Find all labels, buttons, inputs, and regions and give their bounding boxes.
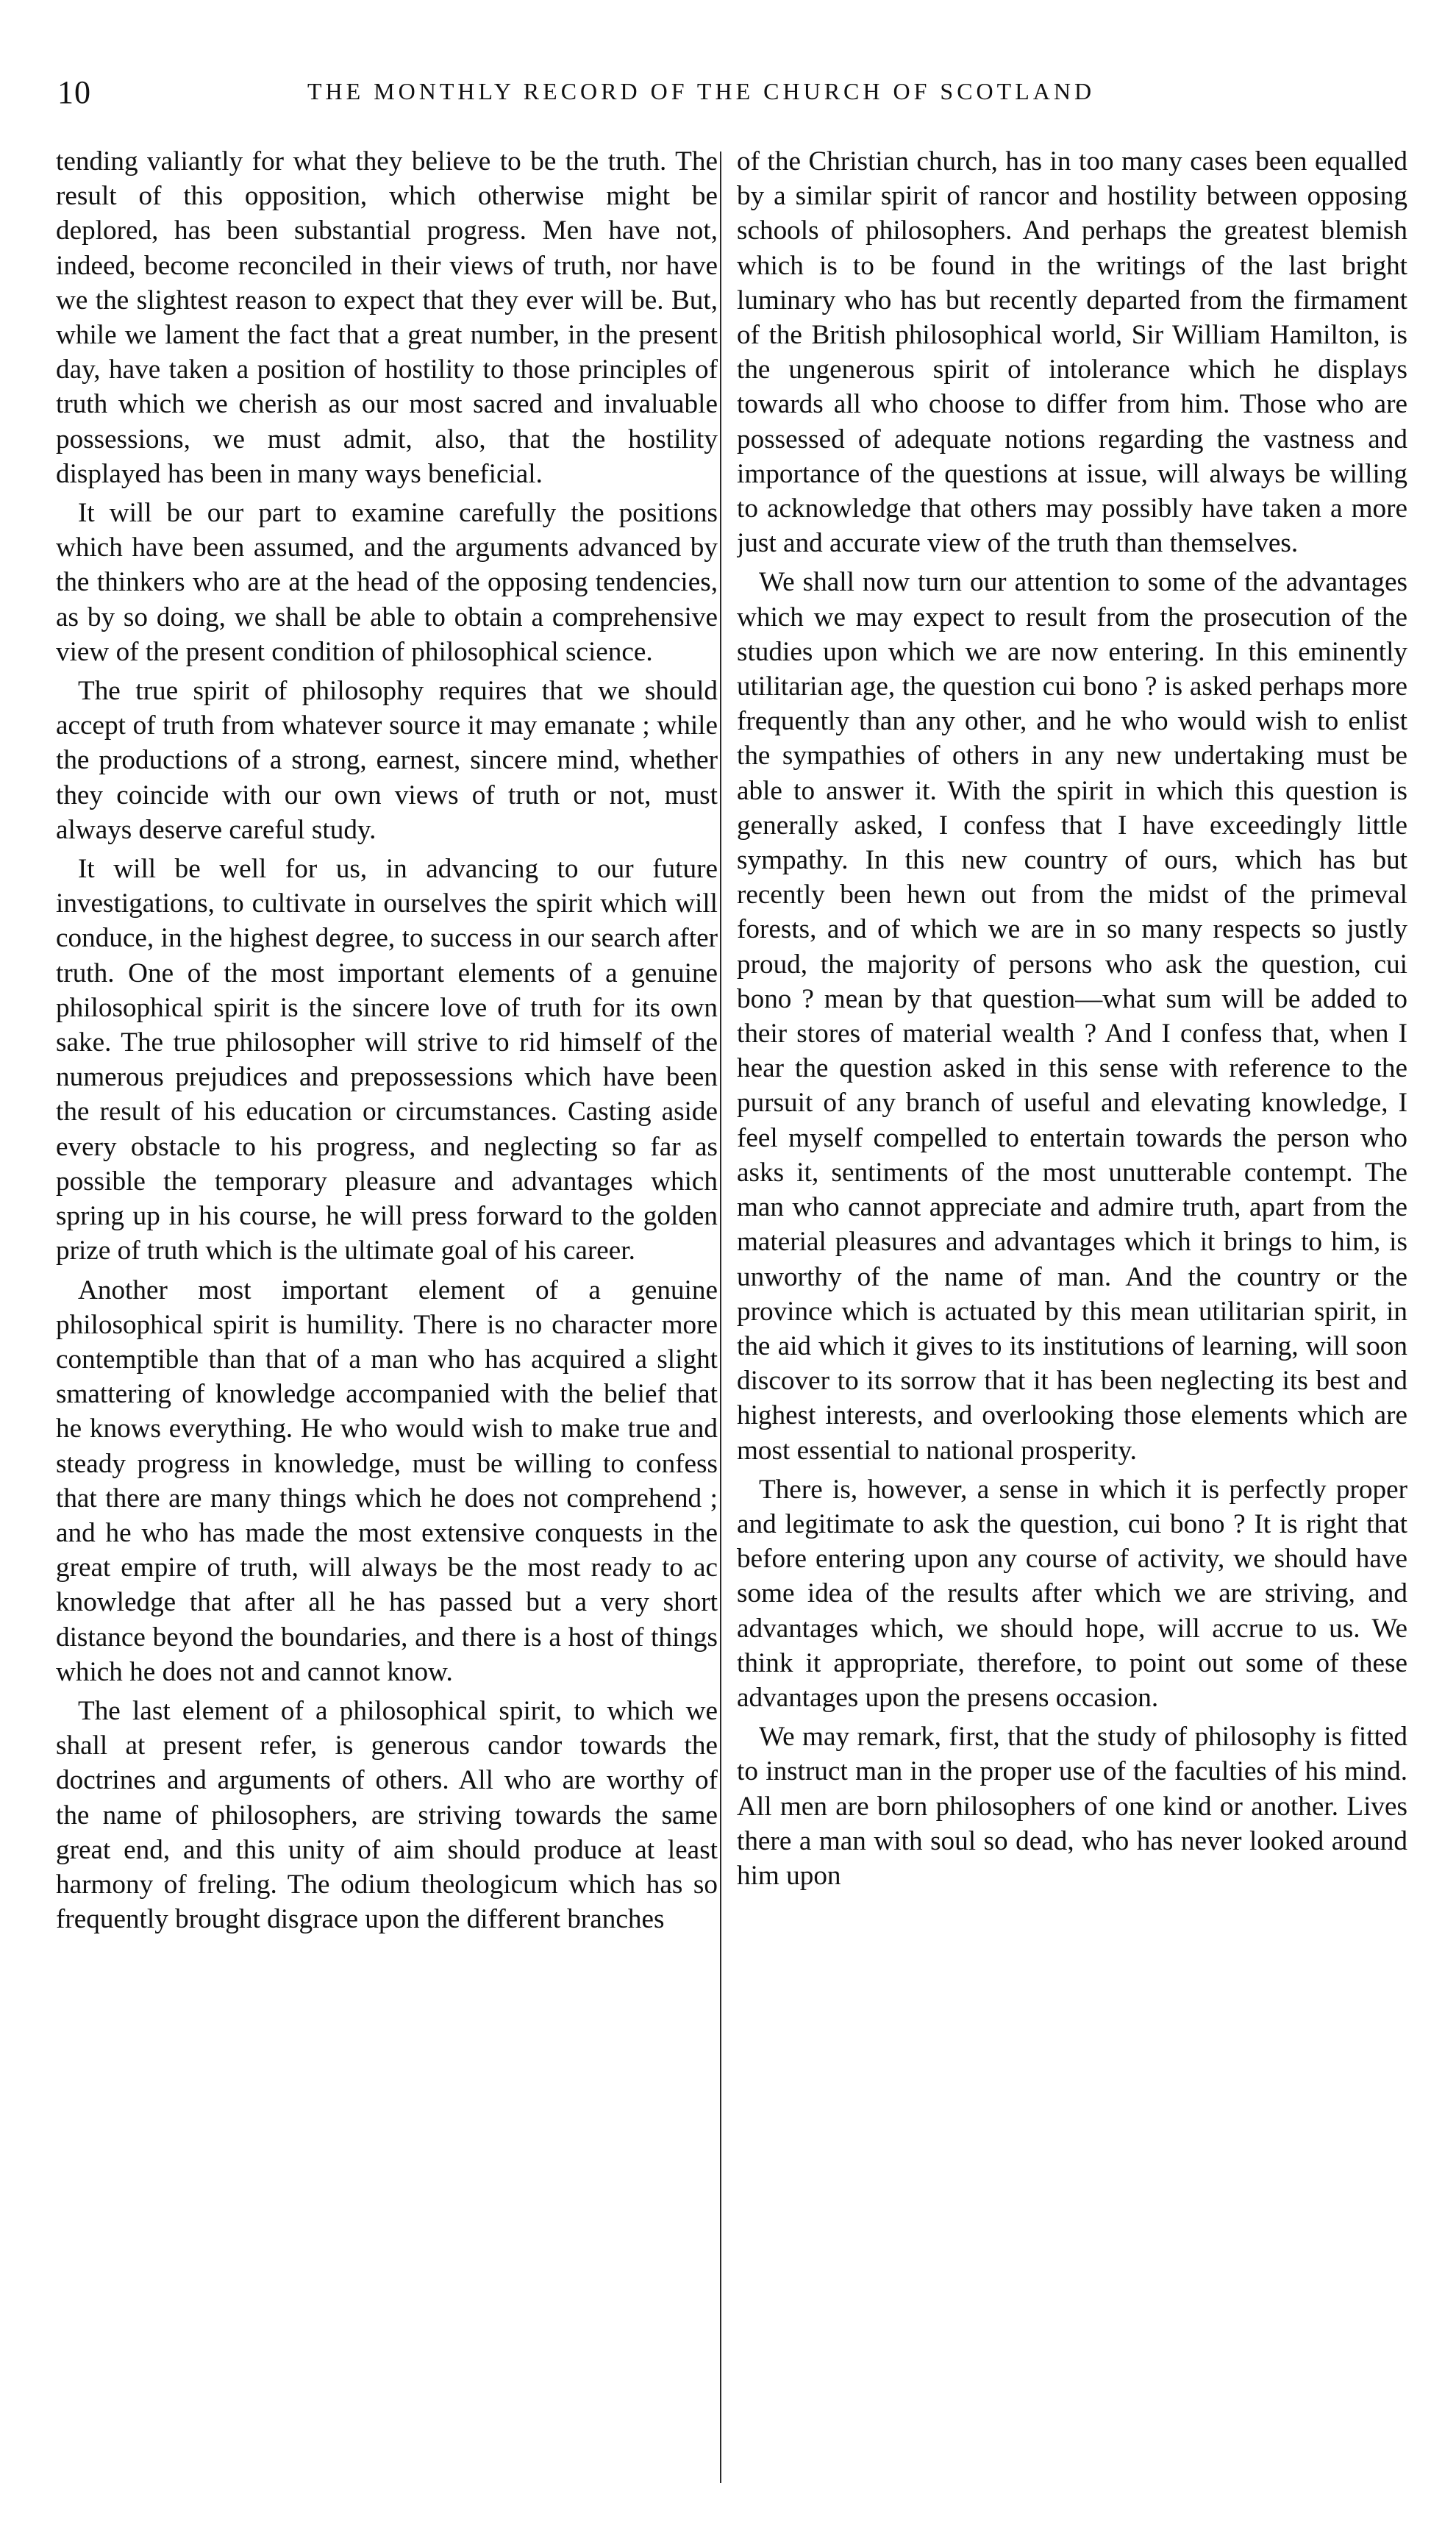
page-header	[57, 74, 1405, 125]
right-column	[737, 144, 1407, 2483]
paragraph: It will be our part to examine carefully the positions which have been assumed, and the arguments advanced by the thinkers who are at the head of the opposing tendencies, as by so doing, we shall be able to obtain a comprehensive view of the present condition of philosophical science.	[56, 498, 718, 667]
paragraph: The true spirit of philosophy requires that we should accept of truth from whatever source it may emanate ; while the productions of a strong, earnest, sincere mind, whether they coincide with our own views of truth or not, must always deserve careful study.	[56, 676, 718, 845]
paragraph: There is, however, a sense in which it is perfectly proper and legitimate to ask the question, cui bono ? It is right that before entering upon any course of activity, we should have some idea of the results after which we are striving, and advantages which, we should hope, will accrue to us. We think it appropriate, therefore, to point out some of these advantages upon the presens occasion.	[737, 1474, 1407, 1713]
left-column	[56, 144, 718, 2483]
page-number: 10	[57, 74, 91, 110]
running-head: THE MONTHLY RECORD OF THE CHURCH OF SCOTLAND	[307, 78, 1096, 104]
paragraph: tending valiantly for what they believe to be the truth. The result of this opposition, which otherwise might be deplored, has been substantial progress. Men have not, indeed, become reconciled in their views of truth, nor have we the slightest reason to expect that they ever will be. But, while we lament the fact that a great number, in the present day, have taken a position of hostility to those principles of truth which we cherish as our most sacred and invaluable possessions, we must admit, also, that the hostility displayed has been in many ways beneficial.	[56, 146, 718, 489]
paragraph: It will be well for us, in advancing to our future investigations, to cultivate in ourselves the spirit which will conduce, in the highest degree, to success in our search after truth. One of the most important elements of a genuine philosophical spirit is the sincere love of truth for its own sake. The true philosopher will strive to rid himself of the numerous prejudices and prepossessions which have been the result of his education or circumstances. Casting aside every obstacle to his progress, and neglecting so far as possible the temporary pleasure and advantages which spring up in his course, he will press forward to the golden prize of truth which is the ultimate goal of his career.	[56, 854, 718, 1266]
paragraph: We may remark, first, that the study of philosophy is fitted to instruct man in the proper use of the faculties of his mind. All men are born philosophers of one kind or another. Lives there a man with soul so dead, who has never looked around him upon	[737, 1722, 1407, 1891]
paragraph: of the Christian church, has in too many cases been equalled by a similar spirit of rancor and hostility between opposing schools of philosophers. And perhaps the greatest blemish which is to be found in the writings of the last bright luminary who has but recently departed from the firmament of the British philosophical world, Sir William Hamilton, is the ungenerous spirit of intolerance which he displays towards all who choose to differ from him. Those who are possessed of adequate notions regarding the vastness and importance of the questions at issue, will always be willing to acknowledge that others may possibly have taken a more just and accurate view of the truth than themselves.	[737, 146, 1407, 559]
paragraph: The last element of a philosophical spirit, to which we shall at present refer, is generous candor towards the doctrines and arguments of others. All who are worthy of the name of philosophers, are striving towards the same great end, and this unity of aim should produce at least harmony of freling. The odium theologicum which has so frequently brought disgrace upon the different branches	[56, 1695, 718, 1935]
column-divider	[720, 152, 721, 2483]
paragraph: Another most important element of a genuine philosophical spirit is humility. There is no character more contemptible than that of a man who has acquired a slight smattering of knowledge accompanied with the belief that he knows everything. He who would wish to make true and steady progress in knowledge, must be willing to confess that there are many things which he does not comprehend ; and he who has made the most extensive conquests in the great empire of truth, will always be the most ready to ac knowledge that after all he has passed but a very short distance beyond the boundaries, and there is a host of things which he does not and cannot know.	[56, 1275, 718, 1687]
paragraph: We shall now turn our attention to some of the advantages which we may expect to result from the prosecution of the studies upon which we are now entering. In this eminently utilitarian age, the question cui bono ? is asked perhaps more frequently than any other, and he who would wish to enlist the sympathies of others in any new undertaking must be able to answer it. With the spirit in which this question is generally asked, I confess that I have exceedingly little sympathy. In this new country of ours, which has but recently been hewn out from the midst of the primeval forests, and of which we are in so many respects so justly proud, the majority of persons who ask the question, cui bono ? mean by that question—what sum will be added to their stores of material wealth ? And I confess that, when I hear the question asked in this sense with reference to the pursuit of any branch of useful and elevating knowledge, I feel myself compelled to entertain towards the person who asks it, sentiments of the most unutterable contempt. The man who cannot appreciate and admire truth, apart from the material pleasures and advantages which it brings to him, is unworthy of the name of man. And the country or the province which is actuated by this mean utilitarian spirit, in the aid which it gives to its institutions of learning, will soon discover to its sorrow that it has been neglecting its best and highest interests, and overlooking those elements which are most essential to national prosperity.	[737, 567, 1407, 1466]
